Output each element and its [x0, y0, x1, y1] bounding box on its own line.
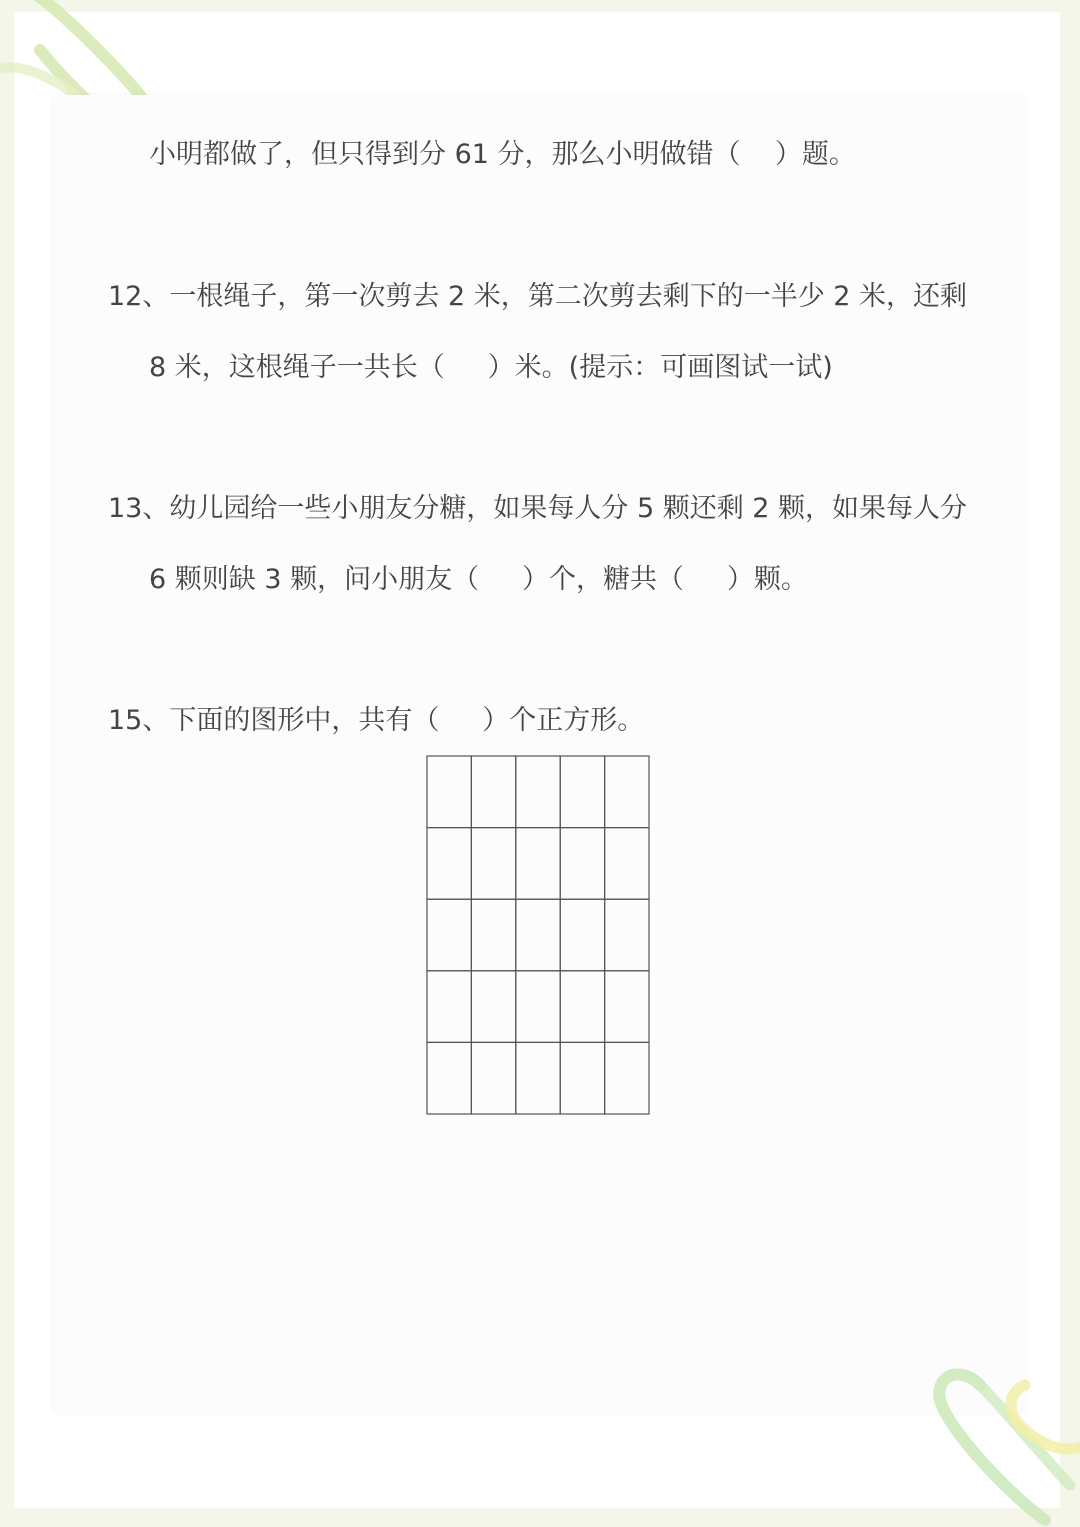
grid-cell — [560, 899, 604, 971]
grid-cell — [427, 971, 471, 1043]
grid-cell — [605, 971, 649, 1043]
question-13-line-2: 6 颗则缺 3 颗，问小朋友（ ）个，糖共（ ）颗。 — [149, 564, 808, 595]
grid-cell — [427, 756, 471, 828]
grid-cell — [560, 971, 604, 1043]
grid-cell — [560, 756, 604, 828]
grid-cell — [605, 756, 649, 828]
grid-cell — [560, 1042, 604, 1114]
grid-cell — [516, 1042, 560, 1114]
grid-cell — [427, 828, 471, 900]
grid-cell — [516, 971, 560, 1043]
question-13-line-1: 13、幼儿园给一些小朋友分糖，如果每人分 5 颗还剩 2 颗，如果每人分 — [108, 493, 968, 524]
question-11-continuation: 小明都做了，但只得到分 61 分，那么小明做错（ ）题。 — [149, 139, 856, 170]
grid-cell — [427, 899, 471, 971]
grid-cell — [471, 899, 515, 971]
grid-cell — [605, 899, 649, 971]
grid-cell — [560, 828, 604, 900]
grid-cell — [427, 1042, 471, 1114]
grid-cell — [605, 1042, 649, 1114]
question-12-line-2: 8 米，这根绳子一共长（ ）米。(提示：可画图试一试) — [149, 352, 833, 383]
grid-cell — [516, 899, 560, 971]
grid-cell — [471, 756, 515, 828]
grid-cell — [471, 971, 515, 1043]
grid-cell — [605, 828, 649, 900]
question-12-line-1: 12、一根绳子，第一次剪去 2 米，第二次剪去剩下的一半少 2 米，还剩 — [108, 281, 968, 312]
grid-cell — [471, 1042, 515, 1114]
grid-cell — [516, 756, 560, 828]
grid-cell — [471, 828, 515, 900]
grid-cell — [516, 828, 560, 900]
question-15-line-1: 15、下面的图形中，共有（ ）个正方形。 — [108, 705, 645, 736]
square-grid-figure — [426, 755, 650, 1115]
